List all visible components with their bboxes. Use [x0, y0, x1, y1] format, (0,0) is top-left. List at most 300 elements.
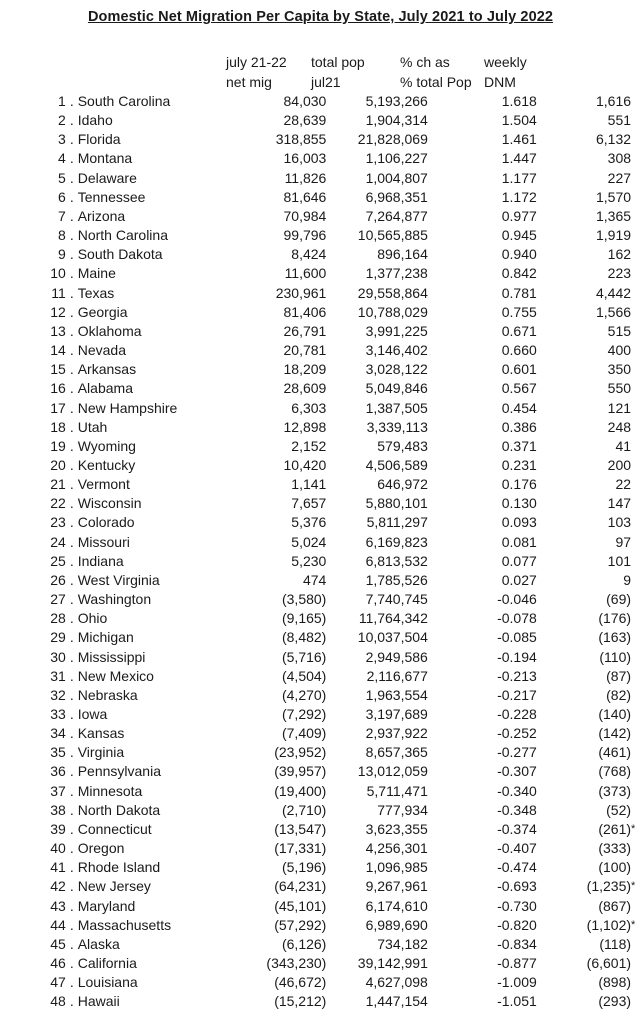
weekly-dnm-cell: 22: [615, 476, 632, 493]
separator-dot: .: [69, 955, 74, 972]
total-pop-cell: 2,949,586: [365, 648, 428, 665]
net-migration-cell: 28,639: [283, 112, 327, 129]
state-name: Kansas: [77, 725, 125, 742]
weekly-dnm-cell: 1,566: [595, 303, 632, 320]
pct-change-cell: 0.671: [501, 322, 537, 339]
rank-cell: 11: [51, 284, 66, 301]
net-migration-cell: (45,101): [274, 897, 327, 914]
rank-cell: 4: [58, 150, 66, 167]
table-row: [40, 648, 641, 667]
state-name: Montana: [77, 150, 133, 167]
state-name: Utah: [77, 418, 108, 435]
net-migration-cell: (6,126): [281, 935, 327, 952]
table-row: [40, 705, 641, 724]
separator-dot: .: [69, 361, 74, 378]
pct-change-cell: 0.567: [501, 380, 537, 397]
net-migration-cell: (343,230): [266, 955, 327, 972]
state-name: Alabama: [77, 380, 133, 397]
state-name: Idaho: [77, 112, 113, 129]
state-name: Kentucky: [77, 456, 136, 473]
weekly-dnm-cell: 1,919: [595, 227, 632, 244]
footnote-marker: *: [631, 918, 636, 931]
footnote-marker: [631, 839, 641, 858]
weekly-dnm-cell: (82): [606, 686, 632, 703]
table-row: [40, 149, 641, 168]
table-row: [40, 207, 641, 226]
state-name: Alaska: [77, 935, 120, 952]
state-name: Washington: [77, 591, 152, 608]
pct-change-cell: -0.228: [497, 706, 537, 722]
header-total-pop-line2: jul21: [311, 74, 341, 90]
state-name: Colorado: [77, 514, 135, 531]
table-row: [40, 935, 641, 954]
state-name: North Carolina: [77, 227, 168, 244]
state-name: Oklahoma: [77, 322, 142, 339]
table-row: [40, 379, 641, 398]
weekly-dnm-cell: (6,601): [586, 955, 632, 972]
separator-dot: .: [69, 322, 74, 339]
pct-change-cell: -0.217: [497, 686, 537, 703]
weekly-dnm-cell: 248: [607, 418, 632, 435]
state-name: Delaware: [77, 169, 137, 186]
separator-dot: .: [69, 93, 74, 109]
net-migration-cell: (4,504): [281, 667, 327, 684]
state-name: California: [77, 955, 137, 972]
net-migration-cell: 81,406: [283, 303, 327, 320]
footnote-marker: [631, 111, 641, 130]
state-name: Arizona: [77, 207, 126, 224]
table-row: [40, 782, 641, 801]
table-row: [40, 916, 641, 935]
table-row: [40, 877, 641, 896]
net-migration-cell: 7,657: [291, 495, 327, 512]
table-row: [40, 418, 641, 437]
net-migration-cell: (23,952): [274, 744, 327, 761]
pct-change-cell: -0.730: [497, 897, 537, 914]
footnote-marker: [631, 475, 641, 494]
weekly-dnm-cell: (140): [598, 706, 632, 722]
state-name: Rhode Island: [77, 859, 161, 876]
total-pop-cell: 896,164: [377, 246, 428, 263]
footnote-marker: [631, 897, 641, 916]
pct-change-cell: 0.130: [501, 495, 537, 512]
net-migration-cell: 8,424: [291, 246, 327, 263]
header-weekly-dnm-line1: weekly: [484, 54, 527, 70]
footnote-marker: [631, 494, 641, 513]
weekly-dnm-cell: 9: [623, 571, 632, 588]
table-row: [40, 992, 641, 1011]
footnote-marker: [631, 724, 641, 743]
separator-dot: .: [69, 265, 74, 282]
state-name: Massachusetts: [77, 916, 172, 933]
state-name: Connecticut: [77, 820, 152, 837]
total-pop-cell: 1,904,314: [365, 112, 428, 129]
net-migration-cell: 81,646: [283, 188, 327, 205]
state-name: New Mexico: [77, 667, 154, 684]
separator-dot: .: [69, 763, 74, 780]
total-pop-cell: 1,963,554: [365, 686, 428, 703]
footnote-marker: [631, 973, 641, 992]
separator-dot: .: [69, 188, 74, 205]
separator-dot: .: [69, 131, 74, 148]
net-migration-cell: 12,898: [283, 418, 327, 435]
pct-change-cell: 1.172: [501, 188, 537, 205]
rank-cell: 1: [58, 93, 66, 109]
rank-cell: 23: [50, 514, 66, 531]
footnote-marker: [631, 935, 641, 954]
table-row: [40, 475, 641, 494]
state-name: Nebraska: [77, 686, 138, 703]
rank-cell: 14: [50, 342, 66, 359]
separator-dot: .: [69, 303, 74, 320]
net-migration-cell: (5,196): [281, 859, 327, 876]
weekly-dnm-cell: (163): [598, 629, 632, 646]
separator-dot: .: [69, 284, 74, 301]
net-migration-cell: (15,212): [274, 993, 327, 1010]
separator-dot: .: [69, 744, 74, 761]
state-name: Virginia: [77, 744, 125, 761]
separator-dot: .: [69, 591, 74, 608]
rank-cell: 17: [50, 399, 66, 416]
table-row: [40, 667, 641, 686]
net-migration-cell: (2,710): [281, 801, 327, 818]
state-name: Florida: [77, 131, 121, 148]
net-migration-cell: 70,984: [283, 207, 327, 224]
footnote-marker: [631, 418, 641, 437]
net-migration-cell: (17,331): [274, 840, 327, 857]
table-row: [40, 686, 641, 705]
pct-change-cell: 1.177: [501, 169, 537, 186]
rank-cell: 7: [58, 207, 66, 224]
weekly-dnm-cell: 400: [607, 342, 632, 359]
weekly-dnm-cell: 200: [607, 456, 632, 473]
total-pop-cell: 2,937,922: [365, 725, 428, 742]
rank-cell: 6: [58, 188, 66, 205]
header-total-pop-line1: total pop: [311, 54, 365, 70]
weekly-dnm-cell: (1,102): [586, 916, 632, 933]
total-pop-cell: 777,934: [377, 801, 428, 818]
footnote-marker: [631, 284, 641, 303]
total-pop-cell: 4,627,098: [365, 974, 428, 991]
rank-cell: 45: [50, 935, 66, 952]
footnote-marker: [631, 379, 641, 398]
pct-change-cell: 0.371: [501, 437, 537, 454]
net-migration-cell: (57,292): [274, 916, 327, 933]
footnote-marker: [631, 513, 641, 532]
rank-cell: 35: [50, 744, 66, 761]
weekly-dnm-cell: 4,442: [595, 284, 632, 301]
footnote-marker: [631, 149, 641, 168]
total-pop-cell: 1,447,154: [365, 993, 428, 1010]
separator-dot: .: [69, 993, 74, 1010]
separator-dot: .: [69, 399, 74, 416]
total-pop-cell: 5,811,297: [366, 514, 428, 531]
total-pop-cell: 3,623,355: [365, 820, 428, 837]
net-migration-cell: 230,961: [275, 284, 327, 301]
state-name: Louisiana: [77, 974, 138, 991]
pct-change-cell: -0.194: [497, 648, 537, 665]
footnote-marker: [631, 992, 641, 1011]
rank-cell: 25: [50, 552, 66, 569]
weekly-dnm-cell: (373): [598, 782, 632, 799]
separator-dot: .: [69, 533, 74, 550]
rank-cell: 43: [50, 897, 66, 914]
weekly-dnm-cell: (461): [598, 744, 632, 761]
net-migration-cell: 84,030: [283, 93, 327, 109]
rank-cell: 37: [50, 782, 66, 799]
separator-dot: .: [69, 495, 74, 512]
pct-change-cell: -0.085: [497, 629, 537, 646]
footnote-marker: [631, 264, 641, 283]
separator-dot: .: [69, 380, 74, 397]
rank-cell: 3: [58, 131, 66, 148]
weekly-dnm-cell: 41: [615, 437, 632, 454]
weekly-dnm-cell: 101: [607, 552, 632, 569]
rank-cell: 24: [50, 533, 66, 550]
table-row: [40, 130, 641, 149]
weekly-dnm-cell: 1,616: [595, 93, 632, 109]
net-migration-cell: 5,376: [291, 514, 327, 531]
rank-cell: 15: [50, 361, 66, 378]
page-title: Domestic Net Migration Per Capita by State, July 2021 to July 2022: [87, 9, 554, 25]
weekly-dnm-cell: (768): [598, 763, 632, 780]
pct-change-cell: 0.755: [501, 303, 537, 320]
pct-change-cell: -0.277: [497, 744, 537, 761]
separator-dot: .: [69, 207, 74, 224]
total-pop-cell: 3,339,113: [366, 418, 428, 435]
weekly-dnm-cell: 1,570: [595, 188, 632, 205]
rank-cell: 42: [50, 878, 66, 895]
table-row: [40, 552, 641, 571]
total-pop-cell: 29,558,864: [357, 284, 428, 301]
pct-change-cell: 1.618: [501, 93, 537, 109]
pct-change-cell: 0.176: [501, 476, 537, 493]
rank-cell: 12: [50, 303, 66, 320]
total-pop-cell: 13,012,059: [357, 763, 428, 780]
total-pop-cell: 3,197,689: [365, 706, 428, 722]
weekly-dnm-cell: 6,132: [595, 131, 632, 148]
total-pop-cell: 4,256,301: [365, 840, 428, 857]
footnote-marker: [631, 858, 641, 877]
state-name: Arkansas: [77, 361, 137, 378]
separator-dot: .: [69, 246, 74, 263]
pct-change-cell: 0.781: [501, 284, 537, 301]
total-pop-cell: 11,764,342: [358, 610, 428, 627]
pct-change-cell: -0.374: [497, 820, 537, 837]
net-migration-cell: (19,400): [274, 782, 327, 799]
total-pop-cell: 5,711,471: [366, 782, 428, 799]
rank-cell: 41: [50, 859, 66, 876]
pct-change-cell: -0.407: [497, 840, 537, 857]
table-row: [40, 590, 641, 609]
weekly-dnm-cell: 551: [607, 112, 632, 129]
footnote-marker: [631, 571, 641, 590]
state-name: Tennessee: [77, 188, 146, 205]
weekly-dnm-cell: (118): [599, 935, 632, 952]
migration-table: [40, 92, 641, 1012]
total-pop-cell: 2,116,677: [366, 667, 428, 684]
table-row: [40, 245, 641, 264]
weekly-dnm-cell: 121: [607, 399, 632, 416]
pct-change-cell: -0.877: [497, 955, 537, 972]
footnote-marker: [631, 762, 641, 781]
net-migration-cell: 26,791: [283, 322, 327, 339]
separator-dot: .: [69, 801, 74, 818]
pct-change-cell: 1.447: [501, 150, 537, 167]
header-net-mig: [226, 52, 287, 92]
net-migration-cell: 474: [302, 571, 327, 588]
footnote-marker: [631, 341, 641, 360]
pct-change-cell: 1.461: [501, 131, 537, 148]
net-migration-cell: 5,230: [291, 552, 327, 569]
rank-cell: 44: [50, 916, 66, 933]
table-row: [40, 456, 641, 475]
state-name: Missouri: [77, 533, 130, 550]
table-row: [40, 973, 641, 992]
table-row: [40, 762, 641, 781]
state-name: Nevada: [77, 342, 126, 359]
pct-change-cell: 0.940: [501, 246, 537, 263]
net-migration-cell: 2,152: [291, 437, 327, 454]
total-pop-cell: 3,991,225: [365, 322, 428, 339]
separator-dot: .: [69, 476, 74, 493]
weekly-dnm-cell: (176): [598, 610, 632, 627]
weekly-dnm-cell: (867): [598, 897, 632, 914]
table-row: [40, 226, 641, 245]
footnote-marker: [631, 437, 641, 456]
state-name: New Jersey: [77, 878, 151, 895]
weekly-dnm-cell: (142): [598, 725, 632, 742]
weekly-dnm-cell: (52): [606, 801, 632, 818]
separator-dot: .: [69, 782, 74, 799]
state-name: Georgia: [77, 303, 128, 320]
separator-dot: .: [69, 610, 74, 627]
total-pop-cell: 5,049,846: [365, 380, 428, 397]
weekly-dnm-cell: 227: [607, 169, 632, 186]
total-pop-cell: 6,174,610: [365, 897, 428, 914]
weekly-dnm-cell: (333): [598, 840, 632, 857]
state-name: Ohio: [77, 610, 108, 627]
footnote-marker: [631, 322, 641, 341]
pct-change-cell: -0.046: [497, 591, 537, 608]
rank-cell: 32: [50, 686, 66, 703]
state-name: Mississippi: [77, 648, 146, 665]
total-pop-cell: 10,037,504: [357, 629, 428, 646]
weekly-dnm-cell: 515: [607, 322, 632, 339]
weekly-dnm-cell: (110): [599, 648, 632, 665]
net-migration-cell: (7,292): [281, 706, 327, 722]
weekly-dnm-cell: (1,235): [586, 878, 632, 895]
footnote-marker: [631, 303, 641, 322]
weekly-dnm-cell: 1,365: [595, 207, 632, 224]
net-migration-cell: 20,781: [283, 342, 327, 359]
pct-change-cell: 0.386: [501, 418, 537, 435]
table-row: [40, 513, 641, 532]
state-name: Indiana: [77, 552, 124, 569]
table-row: [40, 169, 641, 188]
state-name: Michigan: [77, 629, 134, 646]
rank-cell: 30: [50, 648, 66, 665]
net-migration-cell: (13,547): [274, 820, 327, 837]
header-weekly-dnm-line2: DNM: [484, 74, 516, 90]
total-pop-cell: 6,989,690: [365, 916, 428, 933]
footnote-marker: [631, 188, 641, 207]
footnote-marker: [631, 456, 641, 475]
state-name: South Dakota: [77, 246, 163, 263]
separator-dot: .: [69, 725, 74, 742]
separator-dot: .: [69, 840, 74, 857]
weekly-dnm-cell: 97: [615, 533, 632, 550]
total-pop-cell: 579,483: [377, 437, 428, 454]
pct-change-cell: -0.834: [497, 935, 537, 952]
footnote-marker: [631, 226, 641, 245]
total-pop-cell: 8,657,365: [365, 744, 428, 761]
separator-dot: .: [69, 820, 74, 837]
rank-cell: 38: [50, 801, 66, 818]
separator-dot: .: [69, 706, 74, 722]
total-pop-cell: 5,880,101: [365, 495, 428, 512]
total-pop-cell: 39,142,991: [357, 955, 428, 972]
weekly-dnm-cell: 350: [607, 361, 632, 378]
state-name: Iowa: [77, 706, 108, 722]
pct-change-cell: 0.081: [501, 533, 537, 550]
weekly-dnm-cell: (898): [598, 974, 632, 991]
rank-cell: 8: [58, 227, 66, 244]
net-migration-cell: 6,303: [291, 399, 327, 416]
pct-change-cell: -0.252: [497, 725, 537, 742]
pct-change-cell: 0.231: [501, 456, 537, 473]
separator-dot: .: [69, 916, 74, 933]
separator-dot: .: [69, 456, 74, 473]
total-pop-cell: 1,004,807: [365, 169, 428, 186]
table-row: [40, 628, 641, 647]
total-pop-cell: 1,096,985: [365, 859, 428, 876]
pct-change-cell: -0.307: [497, 763, 537, 780]
net-migration-cell: 16,003: [283, 150, 327, 167]
weekly-dnm-cell: (100): [598, 859, 632, 876]
footnote-marker: [631, 743, 641, 762]
pct-change-cell: 0.093: [501, 514, 537, 531]
pct-change-cell: -0.693: [497, 878, 537, 895]
rank-cell: 39: [50, 820, 66, 837]
net-migration-cell: 318,855: [275, 131, 327, 148]
state-name: North Dakota: [77, 801, 161, 818]
weekly-dnm-cell: 550: [607, 380, 632, 397]
state-name: Oregon: [77, 840, 125, 857]
footnote-marker: [631, 245, 641, 264]
weekly-dnm-cell: 147: [607, 495, 632, 512]
state-name: South Carolina: [77, 93, 171, 109]
rank-cell: 22: [50, 495, 66, 512]
separator-dot: .: [69, 974, 74, 991]
footnote-marker: [631, 667, 641, 686]
table-row: [40, 801, 641, 820]
table-row: [40, 743, 641, 762]
rank-cell: 46: [50, 955, 66, 972]
weekly-dnm-cell: (261): [598, 820, 632, 837]
rank-cell: 19: [50, 437, 66, 454]
separator-dot: .: [69, 227, 74, 244]
table-row: [40, 360, 641, 379]
total-pop-cell: 7,264,877: [365, 207, 428, 224]
rank-cell: 2: [58, 112, 66, 129]
table-row: [40, 609, 641, 628]
header-net-mig-line1: july 21-22: [226, 54, 287, 70]
total-pop-cell: 6,813,532: [365, 552, 428, 569]
net-migration-cell: (64,231): [274, 878, 327, 895]
total-pop-cell: 1,377,238: [365, 265, 428, 282]
rank-cell: 10: [50, 265, 66, 282]
